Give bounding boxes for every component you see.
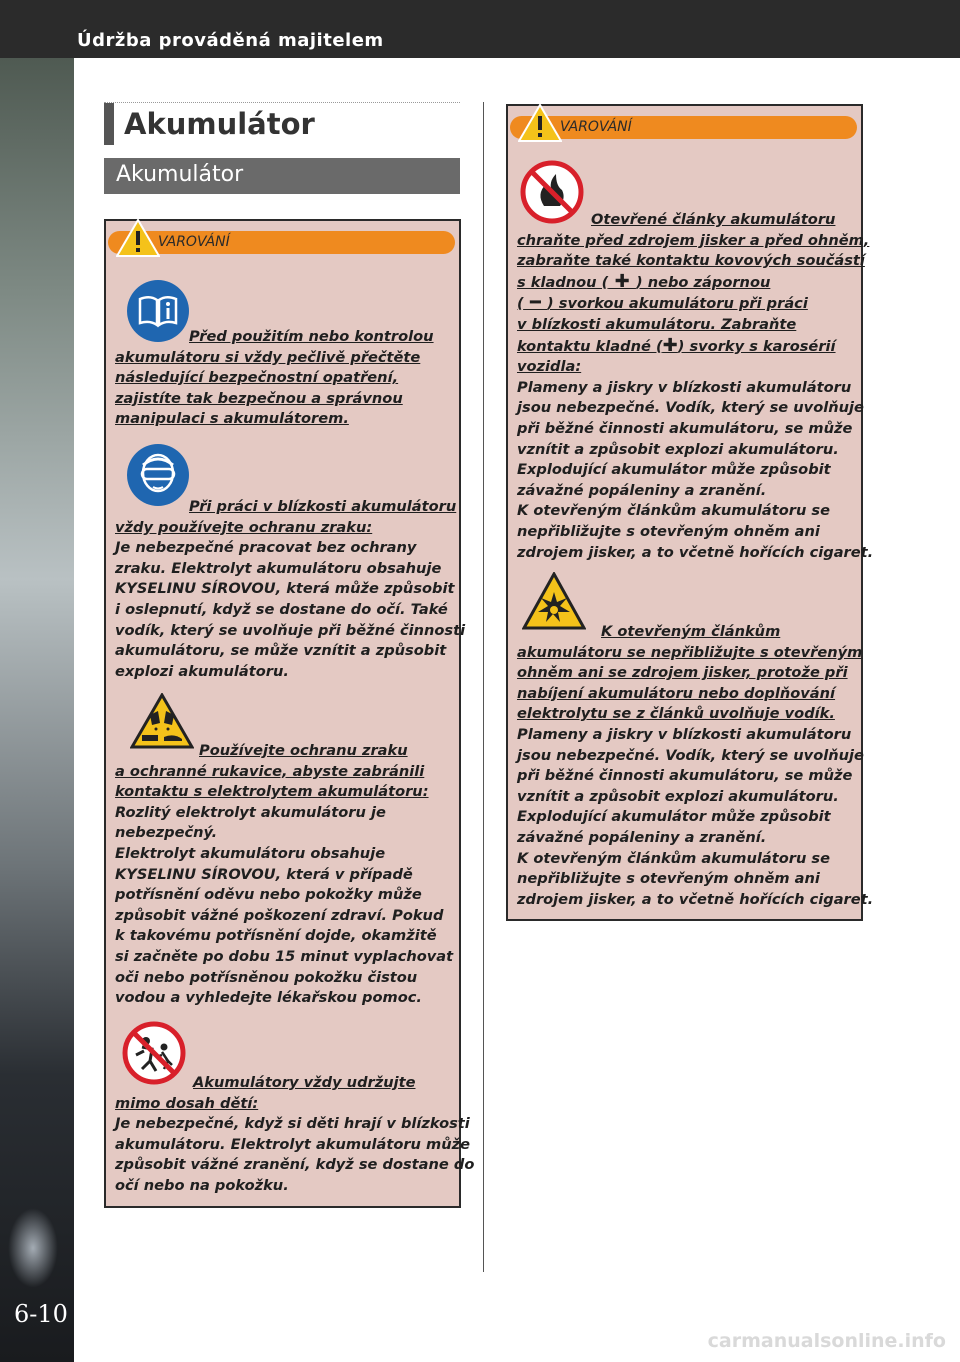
item-line: při běžné činnosti akumulátoru, se může xyxy=(517,767,853,785)
warning-item-keep-away-children xyxy=(115,1073,474,1197)
item-line: očí nebo na pokožku. xyxy=(115,1176,289,1194)
footer xyxy=(0,1330,960,1352)
item-line: K otevřeným článkům xyxy=(601,623,781,640)
item-line: KYSELINU SÍROVOU, která může způsobit xyxy=(115,580,455,598)
warning-triangle-icon xyxy=(116,219,160,257)
item-line: K otevřeným článkům akumulátoru se xyxy=(517,849,831,867)
item-line: zabraňte také kontaktu kovových součástí xyxy=(517,252,865,270)
page-header xyxy=(0,0,960,58)
item-line: oči nebo potřísněnou pokožku čistou xyxy=(115,968,418,986)
item-line: způsobit vážné zranění, když se dostane do xyxy=(115,1156,475,1174)
section-heading-bar xyxy=(104,103,114,145)
item-line: Je nebezpečné, když si děti hrají v blízkosti xyxy=(115,1115,470,1133)
minus-icon: ━ xyxy=(523,292,548,314)
warning-triangle-icon xyxy=(518,104,562,142)
item-line: Elektrolyt akumulátoru obsahuje xyxy=(115,844,386,862)
item-line: Používejte ochranu zraku xyxy=(199,742,408,759)
warning-label: VAROVÁNÍ xyxy=(560,119,632,135)
watermark-text: carmanualsonline.info xyxy=(707,1330,946,1352)
item-line: nepřibližujte s otevřeným ohněm ani xyxy=(517,870,820,888)
warning-item-eye-protection xyxy=(115,497,465,682)
item-line: akumulátoru. Elektrolyt akumulátoru může xyxy=(115,1135,470,1153)
item-line: Plameny a jiskry v blízkosti akumulátoru xyxy=(517,725,852,743)
item-line: při běžné činnosti akumulátoru, se může xyxy=(517,419,853,437)
section-heading xyxy=(104,102,460,149)
item-line: ) nebo zápornou xyxy=(635,273,771,291)
item-line: Při práci v blízkosti akumulátoru xyxy=(189,498,457,515)
item-line: následující bezpečnostní opatření, xyxy=(115,369,399,387)
item-line: akumulátoru si vždy pečlivě přečtěte xyxy=(115,348,421,366)
item-line: Rozlitý elektrolyt akumulátoru je xyxy=(115,803,386,821)
item-line: vždy používejte ochranu zraku: xyxy=(115,518,373,536)
item-line: ohněm ani se zdrojem jisker, protože při xyxy=(517,664,848,682)
item-line: vznítit a způsobit explozi akumulátoru. xyxy=(517,787,839,805)
warning-item-no-open-flame xyxy=(517,210,873,563)
item-line: jsou nebezpečné. Vodík, který se uvolňuje xyxy=(517,746,864,764)
item-line: Explodující akumulátor může způsobit xyxy=(517,461,831,479)
item-line: Před použitím nebo kontrolou xyxy=(189,328,434,345)
item-line: jsou nebezpečné. Vodík, který se uvolňuje xyxy=(517,399,864,417)
header-title: Údržba prováděná majitelem xyxy=(77,30,384,51)
section-title: Akumulátor xyxy=(124,107,315,141)
plus-icon: ✚ xyxy=(662,334,678,356)
item-line: si začněte po dobu 15 minut vyplachovat xyxy=(115,947,454,965)
item-line: v blízkosti akumulátoru. Zabraňte xyxy=(517,315,797,333)
item-line: mimo dosah dětí: xyxy=(115,1094,259,1112)
sidebar-photo-strip xyxy=(0,58,74,1362)
item-line: akumulátoru se nepřibližujte s otevřeným xyxy=(517,643,863,661)
item-line: elektrolytu se z článků uvolňuje vodík. xyxy=(517,705,835,723)
item-line: ) svorkou akumulátoru při práci xyxy=(547,295,808,313)
item-line: a ochranné rukavice, abyste zabránili xyxy=(115,762,425,780)
item-line: s kladnou ( xyxy=(517,273,609,291)
item-line: způsobit vážné poškození zdraví. Pokud xyxy=(115,906,444,924)
item-line: kontaktu s elektrolytem akumulátoru: xyxy=(115,783,429,801)
item-line: k takovému potřísnění dojde, okamžitě xyxy=(115,927,437,945)
page-number: 6-10 xyxy=(14,1300,68,1328)
item-line: vodou a vyhledejte lékařskou pomoc. xyxy=(115,989,422,1007)
column-divider xyxy=(483,102,484,1272)
item-line: chraňte před zdrojem jisker a před ohněm, xyxy=(517,231,870,249)
item-line: potřísnění oděvu nebo pokožky může xyxy=(115,886,422,904)
warning-item-read-manual xyxy=(115,327,434,430)
headlight-glow xyxy=(8,1208,58,1288)
item-line: nebezpečný. xyxy=(115,824,218,842)
item-line: KYSELINU SÍROVOU, která v případě xyxy=(115,865,413,883)
item-line: K otevřeným článkům akumulátoru se xyxy=(517,502,831,520)
item-line: nabíjení akumulátoru nebo doplňování xyxy=(517,684,836,702)
item-line: i oslepnutí, když se dostane do očí. Také xyxy=(115,600,448,618)
subsection-title: Akumulátor xyxy=(116,162,244,187)
item-line: zraku. Elektrolyt akumulátoru obsahuje xyxy=(115,559,442,577)
item-line: vznítit a způsobit explozi akumulátoru. xyxy=(517,440,839,458)
warning-label: VAROVÁNÍ xyxy=(158,234,230,250)
item-line: Otevřené články akumulátoru xyxy=(591,211,836,228)
warning-box-right xyxy=(506,104,874,921)
item-line: zajistíte tak bezpečnou a správnou xyxy=(115,389,403,407)
item-line: ) svorky s karosérií xyxy=(677,337,836,355)
item-line: explozi akumulátoru. xyxy=(115,662,289,680)
item-line: Je nebezpečné pracovat bez ochrany xyxy=(115,539,417,557)
plus-icon: ✚ xyxy=(608,270,636,292)
item-line: vodík, který se uvolňuje při běžné činnosti xyxy=(115,621,466,639)
warning-header xyxy=(108,231,455,254)
item-line: Akumulátory vždy udržujte xyxy=(193,1074,416,1091)
item-line: zdrojem jisker, a to včetně hořících cigaret. xyxy=(517,543,874,561)
warning-box-left xyxy=(104,219,475,1208)
warning-item-corrosive xyxy=(115,741,453,1009)
item-line: Explodující akumulátor může způsobit xyxy=(517,808,831,826)
item-line: nepřibližujte s otevřeným ohněm ani xyxy=(517,522,820,540)
item-line: ( xyxy=(517,295,524,313)
item-line: kontaktu kladné ( xyxy=(517,337,663,355)
item-line: závažné popáleniny a zranění. xyxy=(517,828,767,846)
subsection-heading xyxy=(104,158,460,194)
warning-header xyxy=(510,116,857,139)
item-line: Plameny a jiskry v blízkosti akumulátoru xyxy=(517,378,852,396)
item-line: akumulátoru, se může vznítit a způsobit xyxy=(115,642,447,660)
item-line: manipulaci s akumulátorem. xyxy=(115,410,349,428)
item-line: závažné popáleniny a zranění. xyxy=(517,481,767,499)
item-line: vozidla: xyxy=(517,358,582,376)
warning-item-explosive xyxy=(517,622,873,910)
item-line: zdrojem jisker, a to včetně hořících cigaret. xyxy=(517,890,874,908)
